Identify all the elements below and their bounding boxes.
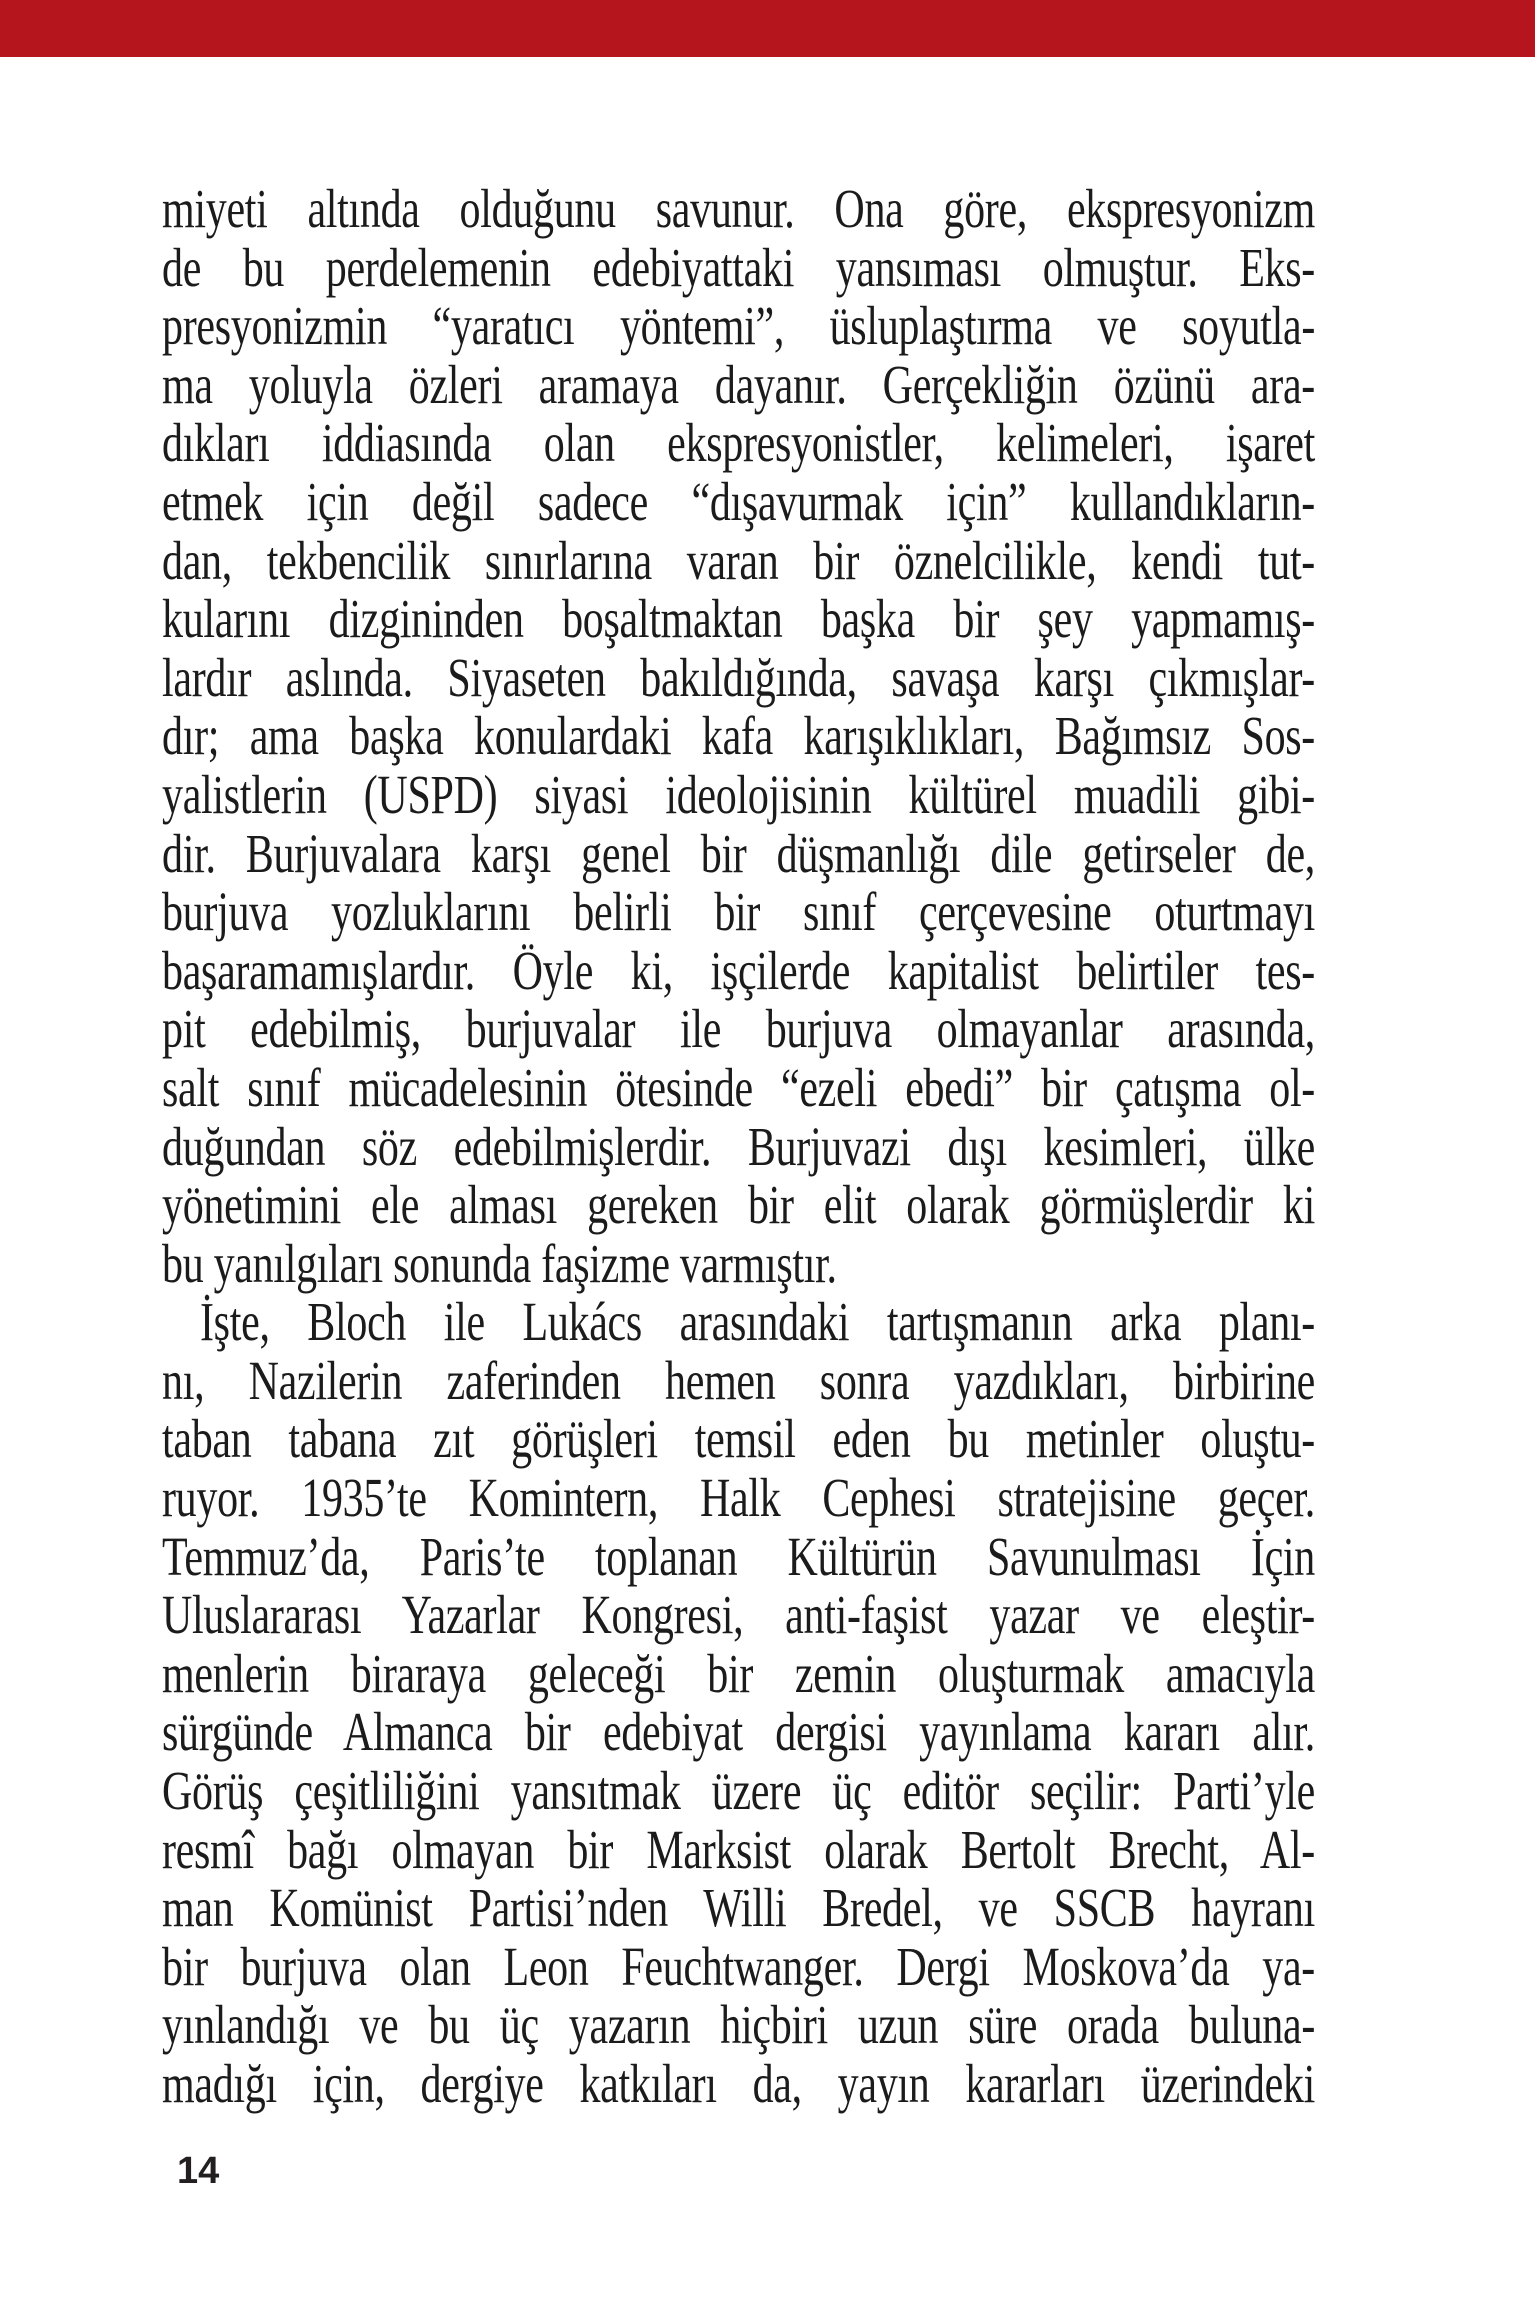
text-line: etmek için değil sadece “dışavurmak için” kullandıkların- (162, 472, 1315, 533)
text-line: dır; ama başka konulardaki kafa karışıklıkları, Bağımsız Sos- (162, 707, 1315, 768)
text-line: sürgünde Almanca bir edebiyat dergisi yayınlama kararı alır. (162, 1703, 1315, 1764)
text-line: dıkları iddiasında olan ekspresyonistler, kelimeleri, işaret (162, 414, 1315, 475)
text-line: presyonizmin “yaratıcı yöntemi”, üsluplaştırma ve soyutla- (162, 297, 1315, 357)
text-line: dan, tekbencilik sınırlarına varan bir öznelcilikle, kendi tut- (162, 531, 1315, 592)
text-line: İşte, Bloch ile Lukács arasındaki tartışmanın arka planı- (200, 1293, 1315, 1354)
text-block (162, 181, 1315, 2115)
text-line: yalistlerin (USPD) siyasi ideolojisinin kültürel muadili gibi- (162, 765, 1315, 826)
text-line: Görüş çeşitliliğini yansıtmak üzere üç editör seçilir: Parti’yle (162, 1762, 1315, 1822)
text-line: nı, Nazilerin zaferinden hemen sonra yazdıkları, birbirine (162, 1351, 1315, 1412)
text-line: de bu perdelemenin edebiyattaki yansıması olmuştur. Eks- (162, 238, 1315, 299)
text-line: menlerin biraraya geleceği bir zemin oluşturmak amacıyla (162, 1644, 1315, 1705)
text-line: salt sınıf mücadelesinin ötesinde “ezeli ebedi” bir çatışma ol- (162, 1058, 1315, 1119)
text-line: resmî bağı olmayan bir Marksist olarak Bertolt Brecht, Al- (162, 1820, 1315, 1881)
text-line: Temmuz’da, Paris’te toplanan Kültürün Savunulması İçin (162, 1527, 1315, 1588)
text-line: Uluslararası Yazarlar Kongresi, anti-faşist yazar ve eleştir- (162, 1586, 1315, 1647)
page-number: 14 (177, 2150, 220, 2192)
text-line: ruyor. 1935’te Komintern, Halk Cephesi stratejisine geçer. (162, 1469, 1315, 1529)
text-line: dir. Burjuvalara karşı genel bir düşmanlığı dile getirseler de, (162, 824, 1315, 885)
text-line: yönetimini ele alması gereken bir elit olarak görmüşlerdir ki (162, 1176, 1315, 1236)
text-line: başaramamışlardır. Öyle ki, işçilerde kapitalist belirtiler tes- (162, 941, 1315, 1002)
text-line: bir burjuva olan Leon Feuchtwanger. Dergi Moskova’da ya- (162, 1937, 1315, 1998)
text-line: pit edebilmiş, burjuvalar ile burjuva olmayanlar arasında, (162, 1000, 1315, 1061)
text-line: man Komünist Partisi’nden Willi Bredel, ve SSCB hayranı (162, 1879, 1315, 1940)
text-line: duğundan söz edebilmişlerdir. Burjuvazi dışı kesimleri, ülke (162, 1117, 1315, 1178)
paragraph-1 (162, 181, 1315, 1294)
red-top-bar (0, 0, 1535, 57)
text-line: burjuva yozluklarını belirli bir sınıf çerçevesine oturtmayı (162, 883, 1315, 943)
text-line: lardır aslında. Siyaseten bakıldığında, savaşa karşı çıkmışlar- (162, 648, 1315, 709)
paragraph-2 (162, 1294, 1315, 2114)
text-line: miyeti altında olduğunu savunur. Ona göre, ekspresyonizm (162, 180, 1315, 240)
text-line: madığı için, dergiye katkıları da, yayın kararları üzerindeki (162, 2055, 1315, 2115)
text-line: kularını dizgininden boşaltmaktan başka bir şey yapmamış- (162, 590, 1315, 650)
text-line: bu yanılgıları sonunda faşizme varmıştır. (162, 1234, 837, 1295)
text-line: ma yoluyla özleri aramaya dayanır. Gerçekliğin özünü ara- (162, 355, 1315, 416)
text-line: yınlandığı ve bu üç yazarın hiçbiri uzun süre orada buluna- (162, 1996, 1315, 2057)
text-line: taban tabana zıt görüşleri temsil eden bu metinler oluştu- (162, 1410, 1315, 1471)
